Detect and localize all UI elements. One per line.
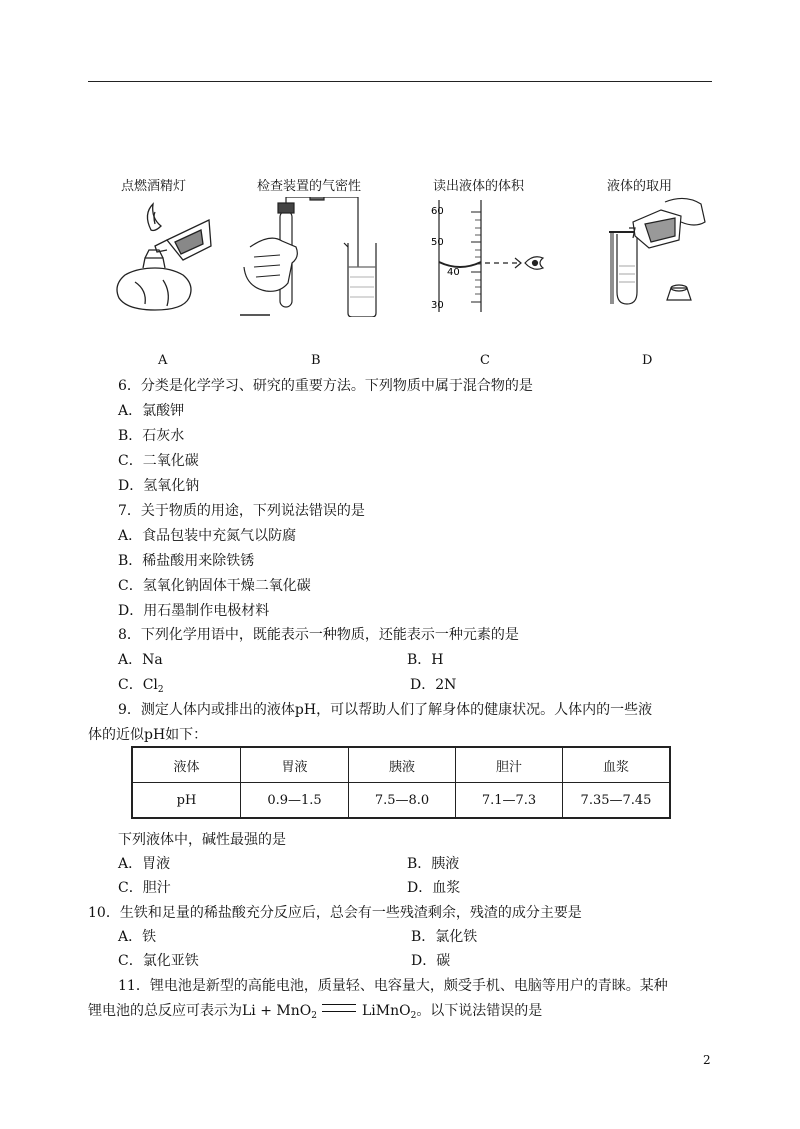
q8-option-a: A．Na bbox=[118, 652, 163, 668]
ph-table bbox=[131, 746, 671, 819]
q11-line2-tail: 。以下说法错误的是 bbox=[416, 1003, 543, 1019]
q10-option-a: A．铁 bbox=[118, 929, 157, 945]
q7-option-b: B．稀盐酸用来除铁锈 bbox=[118, 553, 255, 569]
q8-option-b: B．H bbox=[407, 652, 444, 668]
q7-option-c: C．氢氧化钠固体干燥二氧化碳 bbox=[118, 578, 311, 594]
figure-letter-a: A bbox=[158, 353, 168, 368]
ph-table-cell: 0.9—1.5 bbox=[241, 783, 349, 819]
airtightness-check-illustration bbox=[240, 197, 380, 317]
ph-table-cell: 7.5—8.0 bbox=[349, 783, 456, 819]
q8-option-c-subscript: 2 bbox=[157, 685, 164, 695]
q7-option-a: A．食品包装中充氮气以防腐 bbox=[118, 528, 297, 544]
header-rule bbox=[88, 81, 712, 82]
ph-table-header-row bbox=[132, 747, 670, 783]
q8-option-d: D．2N bbox=[410, 677, 457, 693]
figure-caption-a: 点燃酒精灯 bbox=[121, 179, 187, 194]
ph-table-header-cell: 液体 bbox=[132, 747, 241, 783]
q9-question: 下列液体中，碱性最强的是 bbox=[118, 832, 286, 848]
ph-table-header-cell: 胆汁 bbox=[456, 747, 563, 783]
q9-option-b: B．胰液 bbox=[407, 856, 460, 872]
q11-reactants: 锂电池的总反应可表示为Li + MnO bbox=[88, 1003, 312, 1019]
ph-table-header-cell: 胰液 bbox=[349, 747, 456, 783]
alcohol-lamp-illustration bbox=[105, 200, 215, 315]
q8-option-c-text: C．Cl bbox=[118, 677, 158, 693]
q7-stem: 7．关于物质的用途，下列说法错误的是 bbox=[118, 503, 365, 519]
q9-option-d: D．血浆 bbox=[407, 880, 461, 896]
ph-table-cell: pH bbox=[132, 783, 241, 819]
q11-product: LiMnO bbox=[361, 1003, 411, 1019]
liquid-pouring-illustration bbox=[605, 192, 715, 312]
q6-option-a: A．氯酸钾 bbox=[118, 403, 185, 419]
figure-letter-c: C bbox=[480, 353, 490, 368]
figure-caption-d: 液体的取用 bbox=[607, 179, 673, 194]
ph-table-header-cell: 血浆 bbox=[563, 747, 671, 783]
equals-sign-icon bbox=[322, 1004, 356, 1012]
cylinder-tick-40: 40 bbox=[447, 267, 460, 278]
cylinder-tick-50: 50 bbox=[431, 237, 444, 248]
q11-product-subscript: 2 bbox=[410, 1011, 417, 1021]
q9-stem-line1: 9．测定人体内或排出的液体pH，可以帮助人们了解身体的健康状况。人体内的一些液 bbox=[118, 702, 653, 718]
cylinder-tick-60: 60 bbox=[431, 206, 444, 217]
q11-reactant-subscript: 2 bbox=[311, 1011, 317, 1021]
q6-option-d: D．氢氧化钠 bbox=[118, 478, 200, 494]
cylinder-tick-30: 30 bbox=[431, 300, 444, 311]
q6-option-c: C．二氧化碳 bbox=[118, 453, 199, 469]
ph-table-header-cell: 胃液 bbox=[241, 747, 349, 783]
q11-line2 bbox=[88, 1000, 542, 1021]
q10-option-c: C．氯化亚铁 bbox=[118, 953, 199, 969]
graduated-cylinder-illustration bbox=[425, 200, 555, 312]
ph-table-cell: 7.35—7.45 bbox=[563, 783, 671, 819]
q9-stem-line2: 体的近似pH如下： bbox=[88, 727, 208, 743]
q9-option-a: A．胃液 bbox=[118, 856, 171, 872]
q11-line1: 11．锂电池是新型的高能电池，质量轻、电容量大，颇受手机、电脑等用户的青睐。某种 bbox=[118, 978, 668, 994]
q10-option-d: D．碳 bbox=[411, 953, 451, 969]
q6-stem: 6．分类是化学学习、研究的重要方法。下列物质中属于混合物的是 bbox=[118, 378, 533, 394]
q9-option-c: C．胆汁 bbox=[118, 880, 171, 896]
figure-letter-d: D bbox=[642, 353, 653, 368]
figure-letter-b: B bbox=[311, 353, 321, 368]
figure-caption-c: 读出液体的体积 bbox=[433, 179, 525, 194]
q10-option-b: B．氯化铁 bbox=[411, 929, 478, 945]
ph-table-cell: 7.1—7.3 bbox=[456, 783, 563, 819]
ph-table-row bbox=[132, 783, 670, 819]
q10-stem: 10．生铁和足量的稀盐酸充分反应后，总会有一些残渣剩余，残渣的成分主要是 bbox=[88, 905, 582, 921]
figure-caption-b: 检查装置的气密性 bbox=[257, 179, 362, 194]
q7-option-d: D．用石墨制作电极材料 bbox=[118, 603, 270, 619]
q8-option-c bbox=[118, 674, 164, 695]
page-number: 2 bbox=[703, 1053, 711, 1067]
q6-option-b: B．石灰水 bbox=[118, 428, 185, 444]
q8-stem: 8．下列化学用语中，既能表示一种物质，还能表示一种元素的是 bbox=[118, 627, 519, 643]
